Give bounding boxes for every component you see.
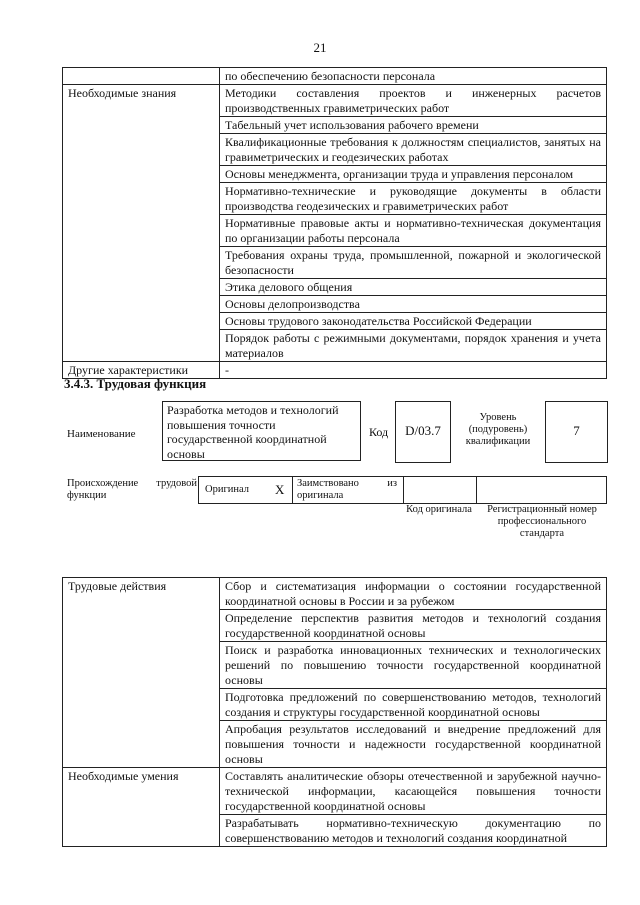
row-item: по обеспечению безопасности персонала: [220, 68, 607, 85]
row-item: Квалификационные требования к должностям специалистов, занятых на гравиметрических и геодезических работах: [220, 134, 607, 166]
knowledge-table: [62, 67, 607, 379]
row-item: Требования охраны труда, промышленной, пожарной и экологической безопасности: [220, 247, 607, 279]
row-label: Необходимые знания: [63, 85, 220, 362]
action-row: [63, 768, 607, 815]
row-item: Подготовка предложений по совершенствованию методов, технологий создания и структуры государственной координатной основы: [220, 689, 607, 721]
code-original-box: [403, 476, 477, 504]
borrowed-label: Заимствовано из оригинала: [297, 478, 397, 501]
row-item: Основы трудового законодательства Российской Федерации: [220, 313, 607, 330]
original-label: Оригинал: [205, 484, 249, 495]
reg-number-caption: Регистрационный номер профессионального стандарта: [487, 504, 597, 539]
original-mark: X: [275, 482, 285, 497]
name-label: Наименование: [67, 428, 136, 440]
section-heading: 3.4.3. Трудовая функция: [64, 376, 207, 391]
row-item: Нормативно-технические и руководящие документы в области производства геодезических и гравиметрических работ: [220, 183, 607, 215]
row-label: Трудовые действия: [63, 578, 220, 768]
function-name: Разработка методов и технологий повышения точности государственной координатной основы: [167, 403, 339, 461]
level-box: [545, 401, 608, 463]
code-original-caption: Код оригинала: [406, 504, 472, 515]
original-box: [198, 476, 293, 504]
row-item: Основы менеджмента, организации труда и управления персоналом: [220, 166, 607, 183]
row-label: [63, 68, 220, 85]
origin-label: [67, 478, 197, 502]
borrowed-box: [292, 476, 404, 504]
actions-table: [62, 577, 607, 847]
function-name-box: [162, 401, 361, 461]
row-item: Этика делового общения: [220, 279, 607, 296]
row-label: Другие характеристики: [63, 362, 220, 379]
knowledge-row: [63, 85, 607, 117]
reg-number-box: [476, 476, 607, 504]
code-label: Код: [369, 425, 389, 439]
level-label: Уровень (подуровень) квалификации: [465, 412, 531, 447]
row-label: Необходимые умения: [63, 768, 220, 847]
level-value: 7: [573, 423, 580, 438]
row-item: Методики составления проектов и инженерных расчетов производственных гравиметрических работ: [220, 85, 607, 117]
origin-label-text: Происхождение трудовой функции: [67, 478, 197, 501]
row-item: Определение перспектив развития методов и технологий создания государственной координатной основы: [220, 610, 607, 642]
action-row: [63, 578, 607, 610]
row-item: Поиск и разработка инновационных технических и технологических решений по повышению точности государственной координатной основы: [220, 642, 607, 689]
page-number: 21: [313, 40, 327, 55]
function-code-box: [395, 401, 451, 463]
row-item: Составлять аналитические обзоры отечественной и зарубежной научно-технической информации, касающейся повышения точности государственной координатной основы: [220, 768, 607, 815]
row-item: Порядок работы с режимными документами, порядок хранения и учета материалов: [220, 330, 607, 362]
row-item: Разрабатывать нормативно-техническую документацию по совершенствованию методов и технологий создания координатной: [220, 815, 607, 847]
row-item: Табельный учет использования рабочего времени: [220, 117, 607, 134]
knowledge-row: [63, 68, 607, 85]
row-item: Апробация результатов исследований и внедрение предложений для повышения точности и надежности государственной координатной основы: [220, 721, 607, 768]
row-item: Основы делопроизводства: [220, 296, 607, 313]
row-item: Нормативные правовые акты и нормативно-техническая документация по организации работы персонала: [220, 215, 607, 247]
function-code: D/03.7: [405, 423, 441, 438]
row-item: -: [220, 362, 607, 379]
row-item: Сбор и систематизация информации о состоянии государственной координатной основы в России и за рубежом: [220, 578, 607, 610]
